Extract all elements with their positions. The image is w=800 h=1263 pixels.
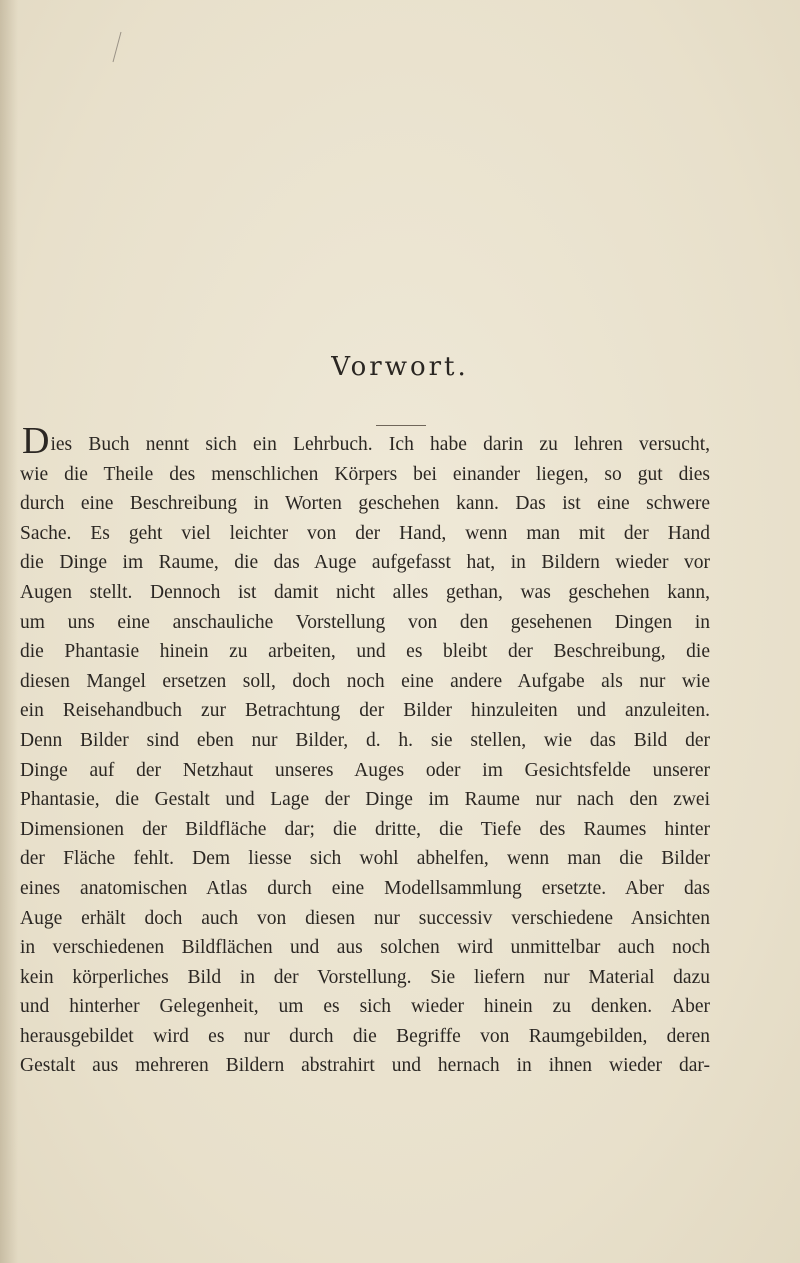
text-line: die Dinge im Raume, die das Auge aufgefasst hat, in Bildern wieder vor [20,552,710,574]
text-line: Dinge auf der Netzhaut unseres Auges oder im Gesichtsfelde unserer [20,759,710,781]
text-line: Denn Bilder sind eben nur Bilder, d. h. sie stellen, wie das Bild der [20,729,710,751]
first-line-text: ies Buch nennt sich ein Lehrbuch. Ich habe darin zu lehren versucht, [50,434,710,455]
text-line: Auge erhält doch auch von diesen nur successiv verschiedene Ansichten [20,907,710,929]
text-line: und hinterher Gelegenheit, um es sich wieder hinein zu denken. Aber [20,996,710,1018]
text-line: Gestalt aus mehreren Bildern abstrahirt und hernach in ihnen wieder dar- [20,1055,710,1077]
title-divider [376,425,426,426]
text-line: durch eine Beschreibung in Worten geschehen kann. Das ist eine schwere [20,493,710,515]
page-title: Vorwort. [331,352,469,382]
text-line: Dimensionen der Bildfläche dar; die dritte, die Tiefe des Raumes hinter [20,818,710,840]
body-paragraph [20,420,710,1081]
text-line: Sache. Es geht viel leichter von der Hand, wenn man mit der Hand [20,522,710,544]
text-line: in verschiedenen Bildflächen und aus solchen wird unmittelbar auch noch [20,937,710,959]
text-line: ein Reisehandbuch zur Betrachtung der Bilder hinzuleiten und anzuleiten. [20,700,710,722]
text-line: Phantasie, die Gestalt und Lage der Dinge im Raume nur nach den zwei [20,789,710,811]
drop-cap: D [22,420,50,462]
text-line: der Fläche fehlt. Dem liesse sich wohl abhelfen, wenn man die Bilder [20,848,710,870]
text-line: herausgebildet wird es nur durch die Begriffe von Raumgebilden, deren [20,1025,710,1047]
text-line-first [20,420,710,462]
text-line: eines anatomischen Atlas durch eine Modellsammlung ersetzte. Aber das [20,877,710,899]
text-line: kein körperliches Bild in der Vorstellung. Sie liefern nur Material dazu [20,966,710,988]
text-line: diesen Mangel ersetzen soll, doch noch eine andere Aufgabe als nur wie [20,670,710,692]
pencil-mark-icon [110,30,124,64]
text-line: Augen stellt. Dennoch ist damit nicht alles gethan, was geschehen kann, [20,581,710,603]
binding-shadow [0,0,18,1263]
text-line: um uns eine anschauliche Vorstellung von den gesehenen Dingen in [20,611,710,633]
text-line: die Phantasie hinein zu arbeiten, und es bleibt der Beschreibung, die [20,641,710,663]
text-line: wie die Theile des menschlichen Körpers bei einander liegen, so gut dies [20,463,710,485]
